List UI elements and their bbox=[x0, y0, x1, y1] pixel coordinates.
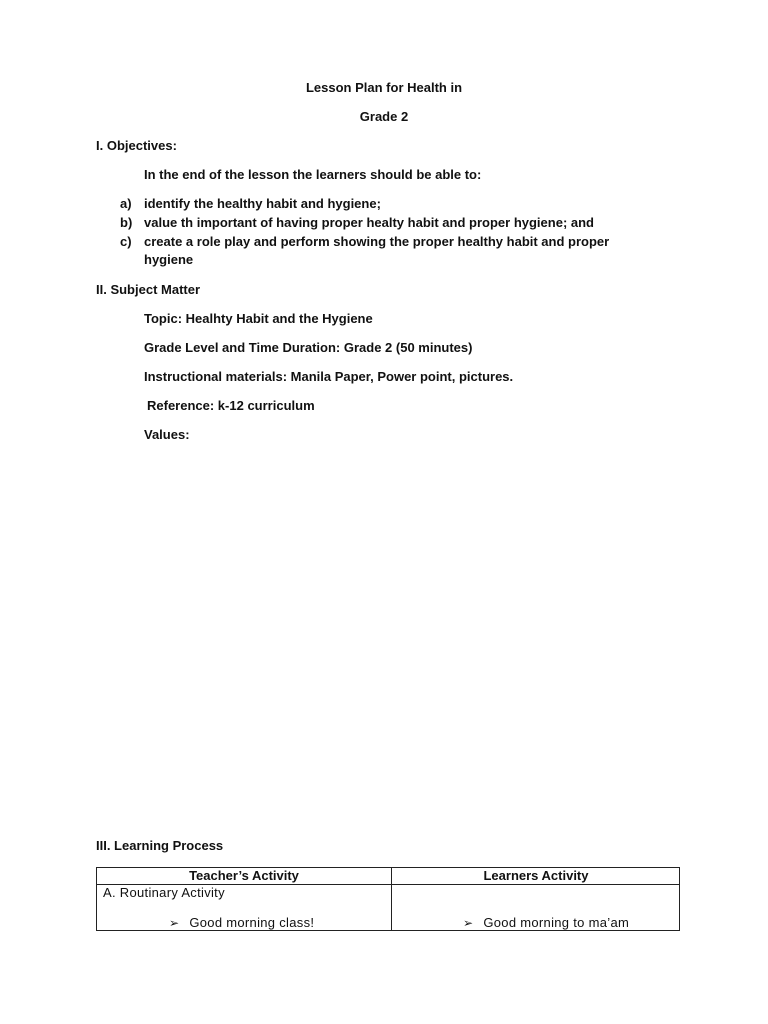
subject-materials: Instructional materials: Manila Paper, Power point, pictures. bbox=[144, 369, 514, 384]
table-row-teacher bbox=[169, 915, 314, 931]
subject-grade-level: Grade Level and Time Duration: Grade 2 (50 minutes) bbox=[144, 340, 473, 355]
learner-greeting: Good morning to ma’am bbox=[483, 915, 630, 930]
arrowhead-bullet-icon: ➢ bbox=[463, 916, 474, 930]
document-subtitle: Grade 2 bbox=[359, 109, 409, 124]
learning-process-heading: III. Learning Process bbox=[96, 838, 224, 853]
table-row-learner bbox=[463, 915, 629, 931]
subject-topic: Topic: Healhty Habit and the Hygiene bbox=[144, 311, 373, 326]
table-section-label: A. Routinary Activity bbox=[103, 885, 225, 900]
column-header-learners: Learners Activity bbox=[483, 868, 589, 883]
teacher-greeting: Good morning class! bbox=[189, 915, 315, 930]
objectives-intro: In the end of the lesson the learners should be able to: bbox=[144, 167, 482, 182]
objectives-heading: I. Objectives: bbox=[96, 138, 177, 153]
objective-text-b: value th important of having proper healty habit and proper hygiene; and bbox=[144, 215, 594, 230]
objective-text-c: create a role play and perform showing the proper healthy habit and proper bbox=[144, 234, 610, 249]
objective-marker-b: b) bbox=[120, 215, 133, 230]
objective-text-a: identify the healthy habit and hygiene; bbox=[144, 196, 381, 211]
activity-table bbox=[96, 867, 680, 931]
document-title: Lesson Plan for Health in bbox=[305, 80, 463, 95]
subject-reference: Reference: k-12 curriculum bbox=[147, 398, 315, 413]
objective-text-c-continued: hygiene bbox=[144, 252, 194, 267]
objective-marker-a: a) bbox=[120, 196, 132, 211]
arrowhead-bullet-icon: ➢ bbox=[169, 916, 180, 930]
subject-values: Values: bbox=[144, 427, 190, 442]
subject-matter-heading: II. Subject Matter bbox=[96, 282, 201, 297]
column-header-teacher: Teacher’s Activity bbox=[189, 868, 299, 883]
objective-marker-c: c) bbox=[120, 234, 132, 249]
